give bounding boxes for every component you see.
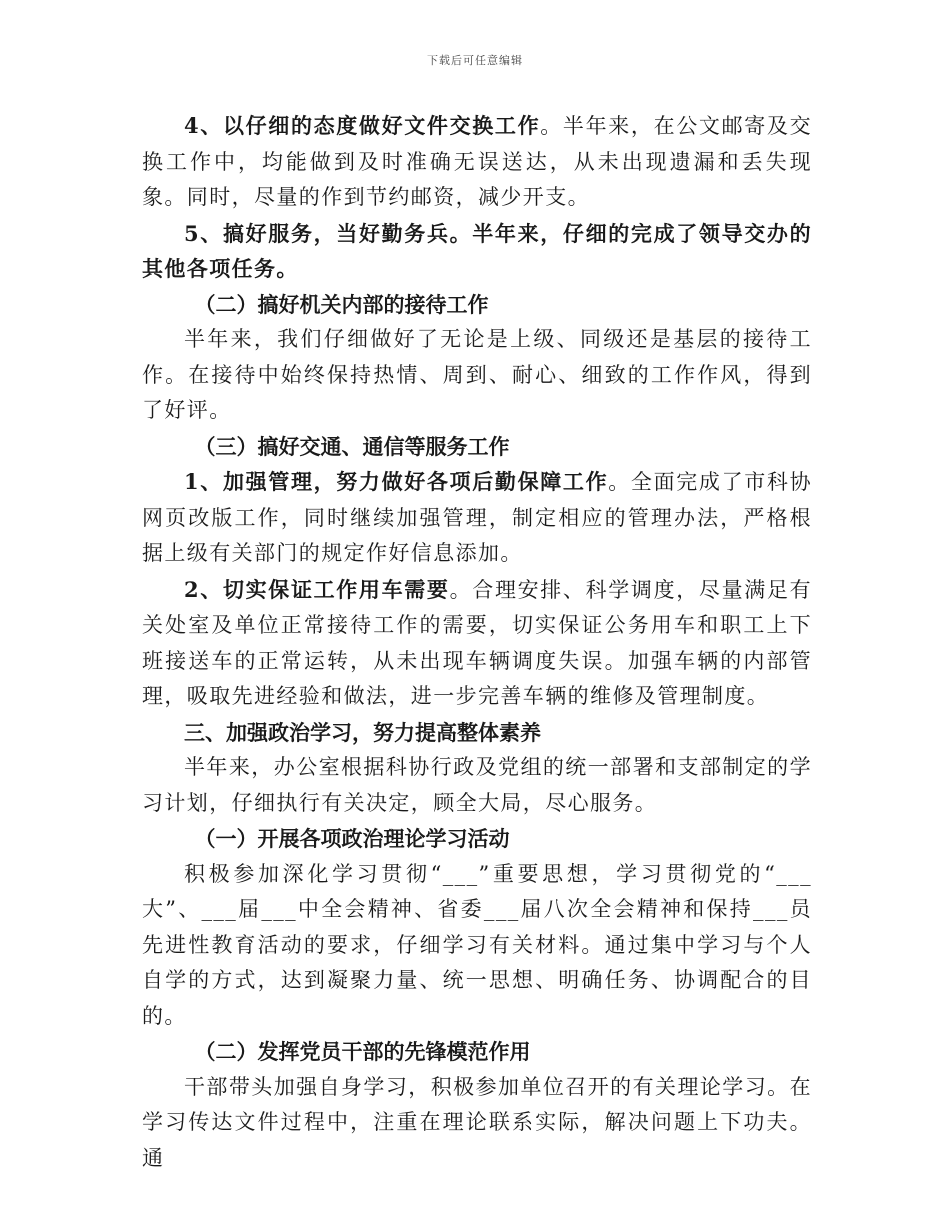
- paragraph-theory-study: 积极参加深化学习贯彻“___”重要思想，学习贯彻党的“___大”、___届___中全会精神、省委___届八次全会精神和保持___员先进性教育活动的要求，仔细学习有关材料。通过集中学习与个人自学的方式，达到凝聚力量、统一思想、明确任务、协调配合的目的。: [142, 861, 812, 1028]
- section-heading-political-study: 三、加强政治学习，努力提高整体素养: [184, 719, 541, 745]
- paragraph-cadre-study: 干部带头加强自身学习，积极参加单位召开的有关理论学习。在学习传达文件过程中，注重在理论联系实际，解决问题上下功夫。通: [142, 1074, 812, 1170]
- paragraph-management: [142, 464, 812, 572]
- paragraph-vehicles: [142, 572, 812, 715]
- paragraph-text: 。半年来，在公文邮寄及交换工作中，均能做到及时准确无误送达，从未出现遗漏和丢失现象。同时，尽量的作到节约邮资，减少开支。: [142, 114, 812, 209]
- paragraph-lead: 4、以仔细的态度做好文件交换工作: [184, 113, 541, 138]
- paragraph-lead: 1、加强管理，努力做好各项后勤保障工作: [184, 469, 609, 494]
- paragraph-service: 5、搞好服务，当好勤务兵。半年来，仔细的完成了领导交办的其他各项任务。: [142, 220, 812, 281]
- paragraph-file-exchange: [142, 108, 812, 216]
- document-body: [142, 108, 812, 1176]
- paragraph-reception: 半年来，我们仔细做好了无论是上级、同级还是基层的接待工作。在接待中始终保持热情、周到、耐心、细致的工作作风，得到了好评。: [142, 327, 812, 422]
- paragraph-study-plan: 半年来，办公室根据科协行政及党组的统一部署和支部制定的学习计划，仔细执行有关决定，顾全大局，尽心服务。: [142, 755, 812, 815]
- section-heading-theory-activities: （一）开展各项政治理论学习活动: [194, 826, 510, 851]
- paragraph-lead: 2、切实保证工作用车需要: [184, 576, 450, 602]
- section-heading-reception: （二）搞好机关内部的接待工作: [194, 291, 489, 317]
- page-header: 下载后可任意编辑: [427, 54, 523, 67]
- paragraph-text: 。合理安排、科学调度，尽量满足有关处室及单位正常接待工作的需要，切实保证公务用车和职工上下班接送车的正常运转，从未出现车辆调度失误。加强车辆的内部管理，吸取先进经验和做法，进一步完善车辆的维修及管理制度。: [142, 577, 812, 708]
- paragraph-text: 。全面完成了市科协网页改版工作，同时继续加强管理，制定相应的管理办法，严格根据上级有关部门的规定作好信息添加。: [142, 470, 812, 565]
- section-heading-transport: （三）搞好交通、通信等服务工作: [194, 433, 510, 459]
- section-heading-party-members: （二）发挥党员干部的先锋模范作用: [194, 1039, 531, 1064]
